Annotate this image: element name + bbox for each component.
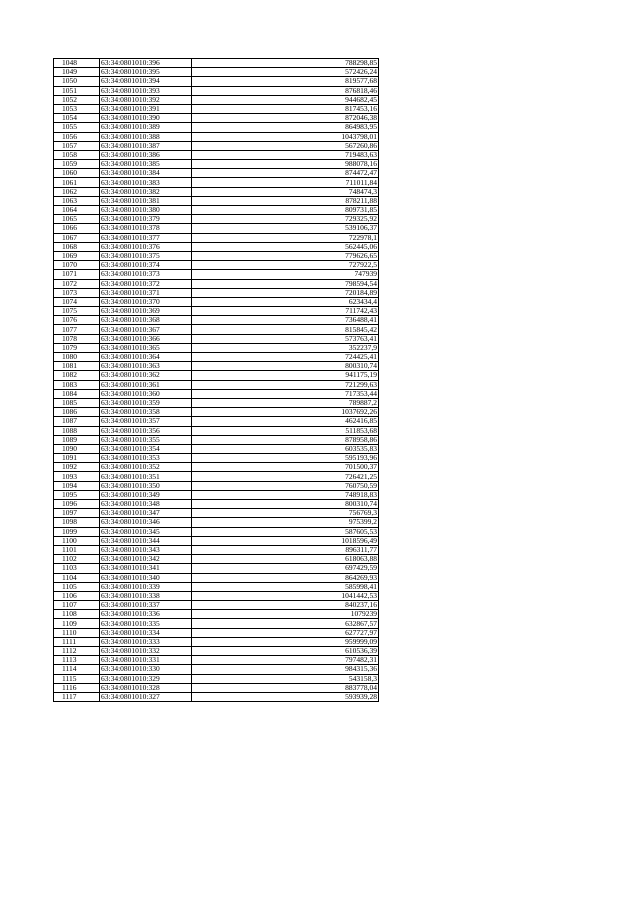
table-row: [54, 637, 379, 646]
row-number-cell: 1095: [54, 490, 100, 499]
value-cell: 874472,47: [192, 169, 379, 178]
row-number-cell: 1090: [54, 444, 100, 453]
table-row: [54, 527, 379, 536]
value-cell: 567260,86: [192, 141, 379, 150]
table-row: [54, 674, 379, 683]
table-row: [54, 334, 379, 343]
row-number-cell: 1087: [54, 417, 100, 426]
cadastral-number-cell: 63:34:0801010:361: [100, 380, 192, 389]
value-cell: 878958,86: [192, 435, 379, 444]
row-number-cell: 1080: [54, 353, 100, 362]
cadastral-number-cell: 63:34:0801010:387: [100, 141, 192, 150]
value-cell: 747939: [192, 270, 379, 279]
value-cell: 511853,68: [192, 426, 379, 435]
cadastral-number-cell: 63:34:0801010:383: [100, 178, 192, 187]
value-cell: 788298,85: [192, 59, 379, 68]
value-cell: 711011,84: [192, 178, 379, 187]
value-cell: 809731,85: [192, 206, 379, 215]
row-number-cell: 1101: [54, 545, 100, 554]
row-number-cell: 1111: [54, 637, 100, 646]
value-cell: 697429,59: [192, 564, 379, 573]
row-number-cell: 1052: [54, 95, 100, 104]
cadastral-number-cell: 63:34:0801010:379: [100, 215, 192, 224]
value-cell: 352237,9: [192, 343, 379, 352]
value-cell: 585998,41: [192, 582, 379, 591]
table-row: [54, 591, 379, 600]
row-number-cell: 1091: [54, 454, 100, 463]
value-cell: 1079239: [192, 610, 379, 619]
value-cell: 817453,16: [192, 104, 379, 113]
value-cell: 587605,53: [192, 527, 379, 536]
cadastral-number-cell: 63:34:0801010:390: [100, 114, 192, 123]
value-cell: 618063,88: [192, 555, 379, 564]
row-number-cell: 1103: [54, 564, 100, 573]
cadastral-number-cell: 63:34:0801010:391: [100, 104, 192, 113]
value-cell: 748918,83: [192, 490, 379, 499]
value-cell: 722978,1: [192, 233, 379, 242]
row-number-cell: 1107: [54, 601, 100, 610]
row-number-cell: 1099: [54, 527, 100, 536]
cadastral-number-cell: 63:34:0801010:332: [100, 647, 192, 656]
cadastral-number-cell: 63:34:0801010:394: [100, 77, 192, 86]
row-number-cell: 1059: [54, 160, 100, 169]
cadastral-number-cell: 63:34:0801010:367: [100, 325, 192, 334]
table-row: [54, 463, 379, 472]
cadastral-number-cell: 63:34:0801010:344: [100, 536, 192, 545]
table-row: [54, 270, 379, 279]
cadastral-number-cell: 63:34:0801010:363: [100, 362, 192, 371]
row-number-cell: 1096: [54, 500, 100, 509]
cadastral-number-cell: 63:34:0801010:385: [100, 160, 192, 169]
row-number-cell: 1109: [54, 619, 100, 628]
cadastral-number-cell: 63:34:0801010:381: [100, 196, 192, 205]
table-row: [54, 206, 379, 215]
cadastral-number-cell: 63:34:0801010:377: [100, 233, 192, 242]
cadastral-number-cell: 63:34:0801010:333: [100, 637, 192, 646]
table-row: [54, 389, 379, 398]
row-number-cell: 1076: [54, 316, 100, 325]
value-cell: 798594,54: [192, 279, 379, 288]
table-row: [54, 647, 379, 656]
cadastral-number-cell: 63:34:0801010:356: [100, 426, 192, 435]
row-number-cell: 1057: [54, 141, 100, 150]
value-cell: 840237,16: [192, 601, 379, 610]
table-row: [54, 417, 379, 426]
cadastral-number-cell: 63:34:0801010:373: [100, 270, 192, 279]
value-cell: 610536,39: [192, 647, 379, 656]
row-number-cell: 1104: [54, 573, 100, 582]
row-number-cell: 1113: [54, 656, 100, 665]
table-row: [54, 242, 379, 251]
table-row: [54, 490, 379, 499]
row-number-cell: 1115: [54, 674, 100, 683]
row-number-cell: 1093: [54, 472, 100, 481]
value-cell: 876818,46: [192, 86, 379, 95]
row-number-cell: 1071: [54, 270, 100, 279]
row-number-cell: 1097: [54, 509, 100, 518]
cadastral-number-cell: 63:34:0801010:386: [100, 150, 192, 159]
cadastral-number-cell: 63:34:0801010:339: [100, 582, 192, 591]
table-row: [54, 297, 379, 306]
row-number-cell: 1073: [54, 288, 100, 297]
cadastral-number-cell: 63:34:0801010:340: [100, 573, 192, 582]
cadastral-number-cell: 63:34:0801010:338: [100, 591, 192, 600]
value-cell: 864983,95: [192, 123, 379, 132]
row-number-cell: 1078: [54, 334, 100, 343]
table-row: [54, 481, 379, 490]
row-number-cell: 1049: [54, 68, 100, 77]
table-row: [54, 224, 379, 233]
table-row: [54, 545, 379, 554]
row-number-cell: 1068: [54, 242, 100, 251]
table-row: [54, 86, 379, 95]
cadastral-number-cell: 63:34:0801010:354: [100, 444, 192, 453]
row-number-cell: 1088: [54, 426, 100, 435]
value-cell: 883778,04: [192, 683, 379, 692]
cadastral-number-cell: 63:34:0801010:366: [100, 334, 192, 343]
table-row: [54, 509, 379, 518]
table-body: [54, 59, 379, 702]
row-number-cell: 1089: [54, 435, 100, 444]
cadastral-number-cell: 63:34:0801010:327: [100, 692, 192, 701]
row-number-cell: 1081: [54, 362, 100, 371]
value-cell: 1018596,49: [192, 536, 379, 545]
cadastral-number-cell: 63:34:0801010:329: [100, 674, 192, 683]
cadastral-number-cell: 63:34:0801010:355: [100, 435, 192, 444]
table-row: [54, 150, 379, 159]
cadastral-number-cell: 63:34:0801010:384: [100, 169, 192, 178]
table-row: [54, 104, 379, 113]
value-cell: 872046,38: [192, 114, 379, 123]
table-row: [54, 196, 379, 205]
value-cell: 959999,09: [192, 637, 379, 646]
cadastral-number-cell: 63:34:0801010:382: [100, 187, 192, 196]
cadastral-number-cell: 63:34:0801010:358: [100, 408, 192, 417]
table-row: [54, 307, 379, 316]
table-row: [54, 683, 379, 692]
row-number-cell: 1110: [54, 628, 100, 637]
row-number-cell: 1112: [54, 647, 100, 656]
cadastral-number-cell: 63:34:0801010:395: [100, 68, 192, 77]
row-number-cell: 1056: [54, 132, 100, 141]
row-number-cell: 1072: [54, 279, 100, 288]
table-row: [54, 251, 379, 260]
row-number-cell: 1100: [54, 536, 100, 545]
cadastral-number-cell: 63:34:0801010:346: [100, 518, 192, 527]
cadastral-number-cell: 63:34:0801010:360: [100, 389, 192, 398]
value-cell: 701500,37: [192, 463, 379, 472]
table-row: [54, 472, 379, 481]
cadastral-number-cell: 63:34:0801010:347: [100, 509, 192, 518]
row-number-cell: 1065: [54, 215, 100, 224]
table-row: [54, 454, 379, 463]
table-row: [54, 132, 379, 141]
table-row: [54, 160, 379, 169]
cadastral-number-cell: 63:34:0801010:374: [100, 261, 192, 270]
row-number-cell: 1054: [54, 114, 100, 123]
value-cell: 572426,24: [192, 68, 379, 77]
table-row: [54, 279, 379, 288]
table-row: [54, 398, 379, 407]
value-cell: 800310,74: [192, 500, 379, 509]
row-number-cell: 1074: [54, 297, 100, 306]
row-number-cell: 1063: [54, 196, 100, 205]
table-row: [54, 95, 379, 104]
row-number-cell: 1062: [54, 187, 100, 196]
table-row: [54, 518, 379, 527]
row-number-cell: 1050: [54, 77, 100, 86]
cadastral-number-cell: 63:34:0801010:359: [100, 398, 192, 407]
row-number-cell: 1064: [54, 206, 100, 215]
cadastral-number-cell: 63:34:0801010:342: [100, 555, 192, 564]
cadastral-number-cell: 63:34:0801010:341: [100, 564, 192, 573]
cadastral-number-cell: 63:34:0801010:375: [100, 251, 192, 260]
value-cell: 815845,42: [192, 325, 379, 334]
value-cell: 760750,59: [192, 481, 379, 490]
cadastral-number-cell: 63:34:0801010:388: [100, 132, 192, 141]
cadastral-number-cell: 63:34:0801010:348: [100, 500, 192, 509]
cadastral-number-cell: 63:34:0801010:365: [100, 343, 192, 352]
table-row: [54, 362, 379, 371]
cadastral-number-cell: 63:34:0801010:352: [100, 463, 192, 472]
table-row: [54, 408, 379, 417]
value-cell: 711742,43: [192, 307, 379, 316]
value-cell: 988078,16: [192, 160, 379, 169]
value-cell: 724425,41: [192, 353, 379, 362]
value-cell: 623434,4: [192, 297, 379, 306]
row-number-cell: 1114: [54, 665, 100, 674]
value-cell: 543158,3: [192, 674, 379, 683]
value-cell: 789887,2: [192, 398, 379, 407]
table-row: [54, 665, 379, 674]
row-number-cell: 1082: [54, 371, 100, 380]
value-cell: 797482,31: [192, 656, 379, 665]
table-row: [54, 353, 379, 362]
table-row: [54, 582, 379, 591]
value-cell: 944682,45: [192, 95, 379, 104]
row-number-cell: 1060: [54, 169, 100, 178]
value-cell: 573763,41: [192, 334, 379, 343]
cadastral-number-cell: 63:34:0801010:368: [100, 316, 192, 325]
value-cell: 756769,3: [192, 509, 379, 518]
value-cell: 595193,96: [192, 454, 379, 463]
row-number-cell: 1102: [54, 555, 100, 564]
row-number-cell: 1116: [54, 683, 100, 692]
value-cell: 984315,36: [192, 665, 379, 674]
cadastral-number-cell: 63:34:0801010:343: [100, 545, 192, 554]
cadastral-number-cell: 63:34:0801010:380: [100, 206, 192, 215]
row-number-cell: 1053: [54, 104, 100, 113]
cadastral-number-cell: 63:34:0801010:370: [100, 297, 192, 306]
table-row: [54, 435, 379, 444]
value-cell: 748474,3: [192, 187, 379, 196]
row-number-cell: 1061: [54, 178, 100, 187]
table-row: [54, 555, 379, 564]
cadastral-number-cell: 63:34:0801010:337: [100, 601, 192, 610]
table-row: [54, 325, 379, 334]
row-number-cell: 1117: [54, 692, 100, 701]
table-row: [54, 536, 379, 545]
cadastral-number-cell: 63:34:0801010:372: [100, 279, 192, 288]
row-number-cell: 1075: [54, 307, 100, 316]
table-row: [54, 601, 379, 610]
row-number-cell: 1051: [54, 86, 100, 95]
value-cell: 462416,85: [192, 417, 379, 426]
value-cell: 800310,74: [192, 362, 379, 371]
cadastral-number-cell: 63:34:0801010:350: [100, 481, 192, 490]
cadastral-number-cell: 63:34:0801010:396: [100, 59, 192, 68]
row-number-cell: 1108: [54, 610, 100, 619]
table-row: [54, 564, 379, 573]
cadastral-number-cell: 63:34:0801010:378: [100, 224, 192, 233]
table-row: [54, 444, 379, 453]
value-cell: 720184,89: [192, 288, 379, 297]
cadastral-number-cell: 63:34:0801010:334: [100, 628, 192, 637]
table-row: [54, 573, 379, 582]
row-number-cell: 1077: [54, 325, 100, 334]
cadastral-number-cell: 63:34:0801010:392: [100, 95, 192, 104]
cadastral-number-cell: 63:34:0801010:393: [100, 86, 192, 95]
row-number-cell: 1086: [54, 408, 100, 417]
cadastral-number-cell: 63:34:0801010:345: [100, 527, 192, 536]
data-table: [53, 58, 379, 702]
table-row: [54, 141, 379, 150]
cadastral-number-cell: 63:34:0801010:353: [100, 454, 192, 463]
cadastral-number-cell: 63:34:0801010:336: [100, 610, 192, 619]
value-cell: 603535,83: [192, 444, 379, 453]
cadastral-number-cell: 63:34:0801010:362: [100, 371, 192, 380]
value-cell: 562445,06: [192, 242, 379, 251]
row-number-cell: 1066: [54, 224, 100, 233]
cadastral-number-cell: 63:34:0801010:349: [100, 490, 192, 499]
value-cell: 864269,93: [192, 573, 379, 582]
value-cell: 632867,57: [192, 619, 379, 628]
table-row: [54, 215, 379, 224]
cadastral-number-cell: 63:34:0801010:357: [100, 417, 192, 426]
value-cell: 878211,88: [192, 196, 379, 205]
row-number-cell: 1048: [54, 59, 100, 68]
table-row: [54, 380, 379, 389]
table-row: [54, 343, 379, 352]
table-row: [54, 261, 379, 270]
row-number-cell: 1092: [54, 463, 100, 472]
table-row: [54, 628, 379, 637]
row-number-cell: 1106: [54, 591, 100, 600]
value-cell: 975399,2: [192, 518, 379, 527]
value-cell: 736488,41: [192, 316, 379, 325]
table-row: [54, 233, 379, 242]
cadastral-number-cell: 63:34:0801010:351: [100, 472, 192, 481]
value-cell: 1041442,53: [192, 591, 379, 600]
cadastral-number-cell: 63:34:0801010:330: [100, 665, 192, 674]
value-cell: 721299,63: [192, 380, 379, 389]
cadastral-number-cell: 63:34:0801010:389: [100, 123, 192, 132]
value-cell: 719483,63: [192, 150, 379, 159]
row-number-cell: 1070: [54, 261, 100, 270]
value-cell: 779626,65: [192, 251, 379, 260]
table-row: [54, 123, 379, 132]
row-number-cell: 1069: [54, 251, 100, 260]
row-number-cell: 1085: [54, 398, 100, 407]
table-row: [54, 656, 379, 665]
table-row: [54, 426, 379, 435]
value-cell: 896311,77: [192, 545, 379, 554]
row-number-cell: 1084: [54, 389, 100, 398]
table-row: [54, 316, 379, 325]
value-cell: 593939,28: [192, 692, 379, 701]
value-cell: 1043798,01: [192, 132, 379, 141]
table-row: [54, 610, 379, 619]
table-row: [54, 114, 379, 123]
cadastral-number-cell: 63:34:0801010:331: [100, 656, 192, 665]
row-number-cell: 1079: [54, 343, 100, 352]
cadastral-number-cell: 63:34:0801010:376: [100, 242, 192, 251]
value-cell: 627727,97: [192, 628, 379, 637]
row-number-cell: 1067: [54, 233, 100, 242]
value-cell: 717353,44: [192, 389, 379, 398]
value-cell: 726421,25: [192, 472, 379, 481]
cadastral-number-cell: 63:34:0801010:335: [100, 619, 192, 628]
table-row: [54, 77, 379, 86]
table-row: [54, 68, 379, 77]
table-row: [54, 178, 379, 187]
row-number-cell: 1098: [54, 518, 100, 527]
row-number-cell: 1094: [54, 481, 100, 490]
value-cell: 539106,37: [192, 224, 379, 233]
table-row: [54, 59, 379, 68]
row-number-cell: 1083: [54, 380, 100, 389]
value-cell: 729325,92: [192, 215, 379, 224]
table-row: [54, 187, 379, 196]
row-number-cell: 1058: [54, 150, 100, 159]
table-row: [54, 169, 379, 178]
row-number-cell: 1105: [54, 582, 100, 591]
table-row: [54, 692, 379, 701]
value-cell: 941175,19: [192, 371, 379, 380]
cadastral-number-cell: 63:34:0801010:328: [100, 683, 192, 692]
table-row: [54, 288, 379, 297]
cadastral-number-cell: 63:34:0801010:364: [100, 353, 192, 362]
cadastral-number-cell: 63:34:0801010:369: [100, 307, 192, 316]
table-row: [54, 619, 379, 628]
value-cell: 1037692,26: [192, 408, 379, 417]
value-cell: 727922,5: [192, 261, 379, 270]
value-cell: 819577,68: [192, 77, 379, 86]
row-number-cell: 1055: [54, 123, 100, 132]
table-row: [54, 371, 379, 380]
cadastral-number-cell: 63:34:0801010:371: [100, 288, 192, 297]
table-row: [54, 500, 379, 509]
